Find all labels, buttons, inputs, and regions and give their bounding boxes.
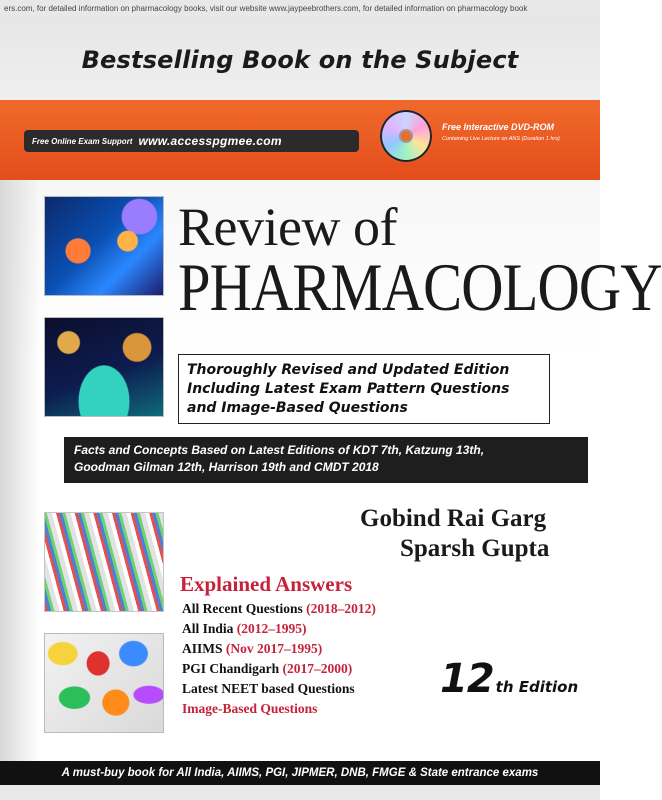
list-item: All India (2012–1995) (182, 621, 307, 636)
explained-answers-list (182, 599, 376, 719)
exam-support-pill (24, 130, 359, 152)
tagline: Bestselling Book on the Subject (81, 46, 519, 74)
list-item: Latest NEET based Questions (182, 681, 355, 696)
list-item: PGI Chandigarh (2017–2000) (182, 661, 353, 676)
neuron-illustration (44, 196, 164, 296)
exam-support-url: www.accesspgmee.com (138, 134, 282, 148)
book-title-line2: PHARMACOLOGY (178, 249, 662, 325)
edition-features-box (178, 354, 550, 424)
feature-line: Thoroughly Revised and Updated Edition (187, 362, 510, 378)
edition-badge (440, 656, 578, 702)
edition-label: th Edition (495, 678, 579, 696)
feature-line: Including Latest Exam Pattern Questions (187, 381, 510, 397)
spine-shadow (0, 180, 40, 780)
dvd-title: Free Interactive DVD-ROM (442, 122, 555, 132)
molecular-illustration (44, 317, 164, 417)
bottom-strip (0, 785, 600, 800)
bottom-audience-bar: A must-buy book for All India, AIIMS, PGI, JIPMER, DNB, FMGE & State entrance exams (0, 761, 600, 785)
facts-line: Facts and Concepts Based on Latest Editions of KDT 7th, Katzung 13th, (74, 443, 485, 457)
author-2: Sparsh Gupta (400, 535, 550, 562)
list-item: Image-Based Questions (182, 701, 318, 716)
capsules-tablets-photo (44, 633, 164, 733)
author-1: Gobind Rai Garg (360, 505, 547, 532)
dvd-hole-icon (399, 129, 413, 143)
book-title-line1: Review of (178, 197, 397, 257)
top-info-strip: ers.com, for detailed information on pharmacology books, visit our website www.jaypeebrothers.com, for detailed information on pharmacology book (0, 0, 600, 18)
facts-bar (64, 437, 588, 483)
list-item: AIIMS (Nov 2017–1995) (182, 641, 323, 656)
protein-structure-illustration (44, 512, 164, 612)
list-item: All Recent Questions (2018–2012) (182, 601, 376, 616)
edition-number: 12 (440, 656, 494, 702)
feature-line: and Image-Based Questions (187, 400, 408, 416)
exam-support-label: Free Online Exam Support (32, 136, 133, 146)
explained-answers-heading: Explained Answers (180, 572, 353, 596)
facts-line: Goodman Gilman 12th, Harrison 19th and CMDT 2018 (74, 460, 379, 474)
dvd-subtitle: Containing Live Lecture on ANS (Duration 1 hrs) (442, 136, 560, 142)
